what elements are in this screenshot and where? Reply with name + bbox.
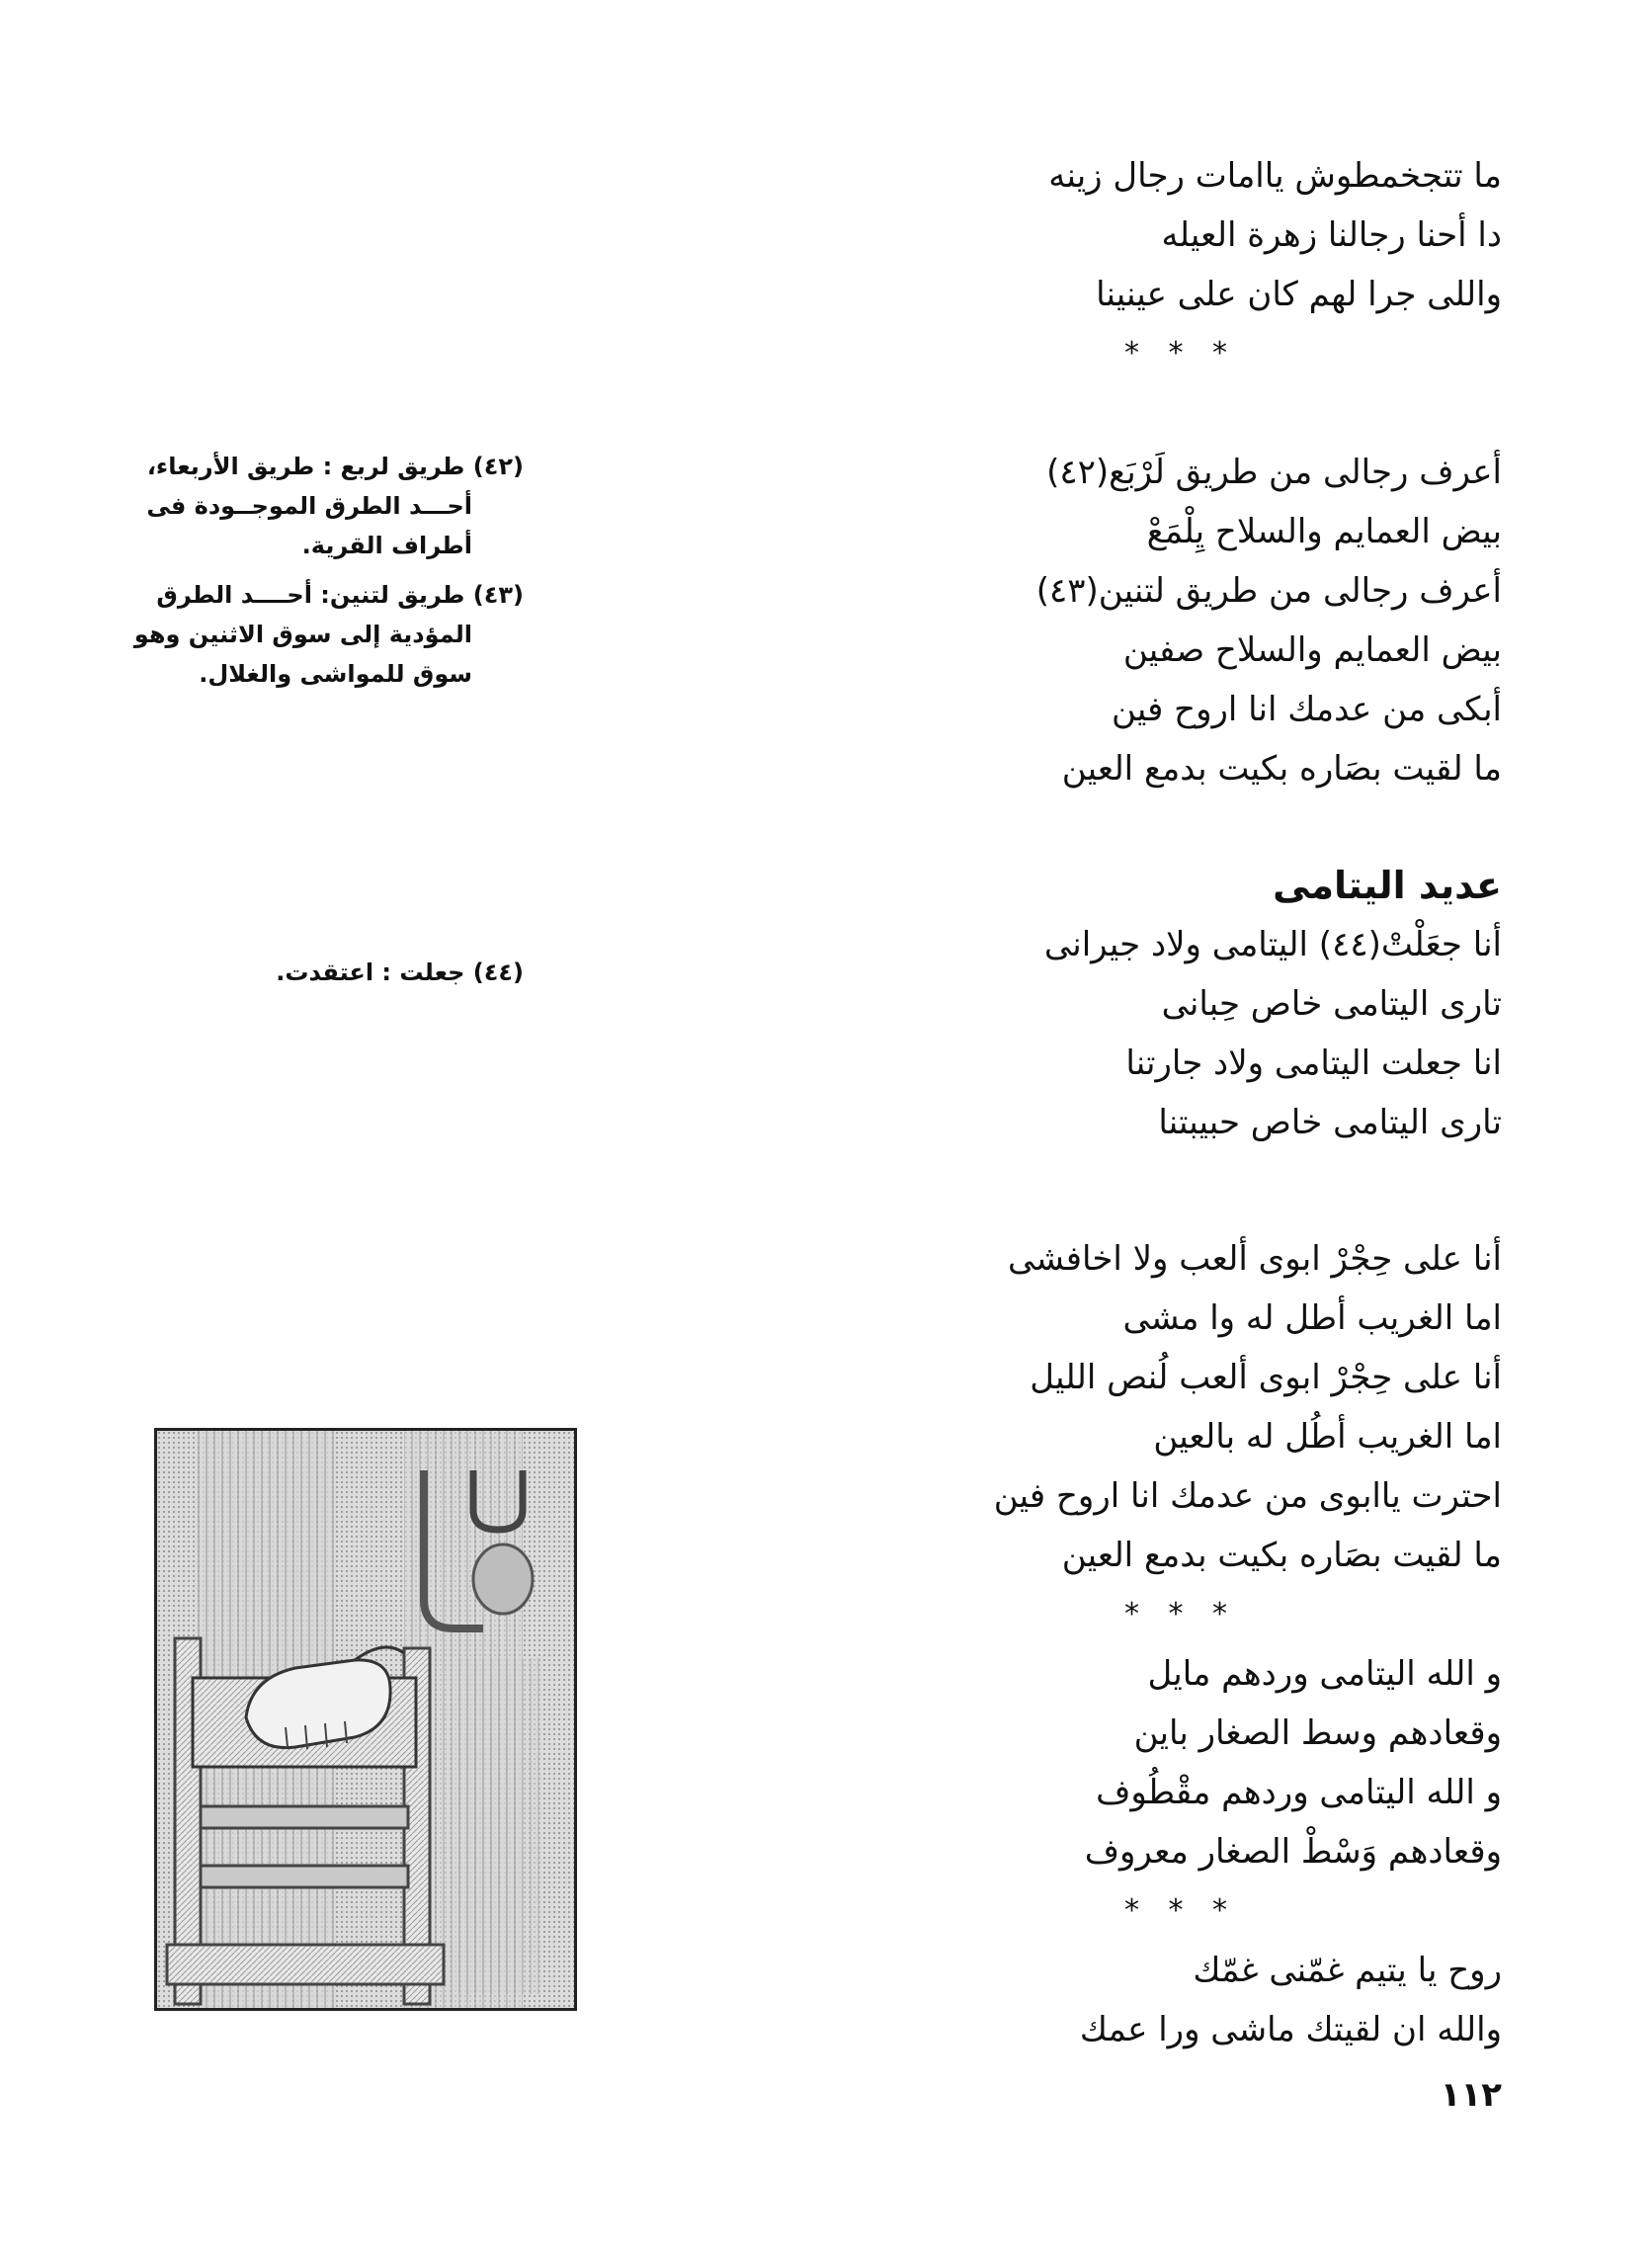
footnote-line: أطراف القرية.	[301, 532, 472, 559]
footnote-43	[133, 575, 524, 694]
verse-line: أعرف رجالى من طريق لتنين(٤٣)	[1035, 571, 1502, 611]
verse-line: تارى اليتامى خاص حبيبتنا	[1158, 1103, 1502, 1142]
verse-line: ما لقيت بصَاره بكيت بدمع العين	[1061, 749, 1502, 789]
poem-block-1	[988, 146, 1502, 383]
verse-line: بيض العمايم والسلاح صفين	[1122, 630, 1502, 670]
footnote-line: المؤدية إلى سوق الاثنين وهو	[133, 621, 472, 648]
verse-line: بيض العمايم والسلاح يِلْمَعْ	[1146, 512, 1502, 551]
verse-line: والله ان لقيتك ماشى ورا عمك	[1079, 2010, 1502, 2049]
verse-line: اما الغريب أطُل له بالعين	[1153, 1417, 1502, 1457]
footnote-42	[138, 447, 524, 565]
verse-line: اما الغريب أطل له وا مشى	[1122, 1298, 1502, 1338]
chair-illustration	[154, 1428, 577, 2011]
verse-line: و الله اليتامى وردهم مقْطُوف	[1096, 1773, 1502, 1812]
verse-line: احترت ياابوى من عدمك انا اروح فين	[993, 1476, 1502, 1516]
stanza-divider: * * *	[1123, 336, 1238, 371]
page-number: ١١٢	[1440, 2075, 1502, 2115]
verse-line: أبكى من عدمك انا اروح فين	[1111, 690, 1502, 729]
footnote-line: سوق للمواشى والغلال.	[199, 660, 472, 688]
verse-line: انا جعلت اليتامى ولاد جارتنا	[1125, 1043, 1502, 1083]
verse-line: وقعادهم وسط الصغار باين	[1133, 1713, 1502, 1753]
verse-line: روح يا يتيم غمّنى غمّك	[1193, 1951, 1502, 1990]
chair-drawing	[157, 1431, 574, 2008]
verse-line: ما لقيت بصَاره بكيت بدمع العين	[1061, 1536, 1502, 1575]
footnote-line: (٤٢) طريق لربع : طريق الأربعاء،	[146, 453, 524, 480]
verse-line: أنا على حِجْرْ ابوى ألعب لُنص الليل	[1030, 1358, 1502, 1397]
poem-block-4	[988, 1229, 1502, 2059]
stanza-divider: * * *	[1123, 1597, 1238, 1631]
verse-line: أعرف رجالى من طريق لَرْبَع(٤٢)	[1046, 453, 1502, 492]
verse-line: و الله اليتامى وردهم مايل	[1147, 1654, 1502, 1694]
stanza-divider: * * *	[1123, 1893, 1238, 1928]
footnote-line: (٤٣) طريق لتنين: أحــــد الطرق	[156, 581, 524, 609]
verse-line: واللى جرا لهم كان على عينينا	[1096, 275, 1502, 314]
verse-line: ما تتجخمطوش ياامات رجال زينه	[1048, 156, 1502, 196]
footnote-line: (٤٤) جعلت : اعتقدت.	[276, 959, 524, 986]
verse-line: وقعادهم وَسْطْ الصغار معروف	[1084, 1832, 1502, 1872]
poem-block-2	[988, 443, 1502, 798]
verse-line: دا أحنا رجالنا زهرة العيله	[1161, 215, 1502, 255]
section-title: عديد اليتامى	[1273, 864, 1502, 907]
verse-line: أنا جعَلْتْ(٤٤) اليتامى ولاد جيرانى	[1043, 925, 1502, 964]
footnote-44	[138, 953, 524, 992]
verse-line: تارى اليتامى خاص حِبانى	[1161, 984, 1502, 1024]
verse-line: أنا على حِجْرْ ابوى ألعب ولا اخافشى	[1008, 1239, 1502, 1279]
poem-block-3	[988, 856, 1502, 1152]
footnote-line: أحـــد الطرق الموجــودة فى	[146, 492, 472, 520]
